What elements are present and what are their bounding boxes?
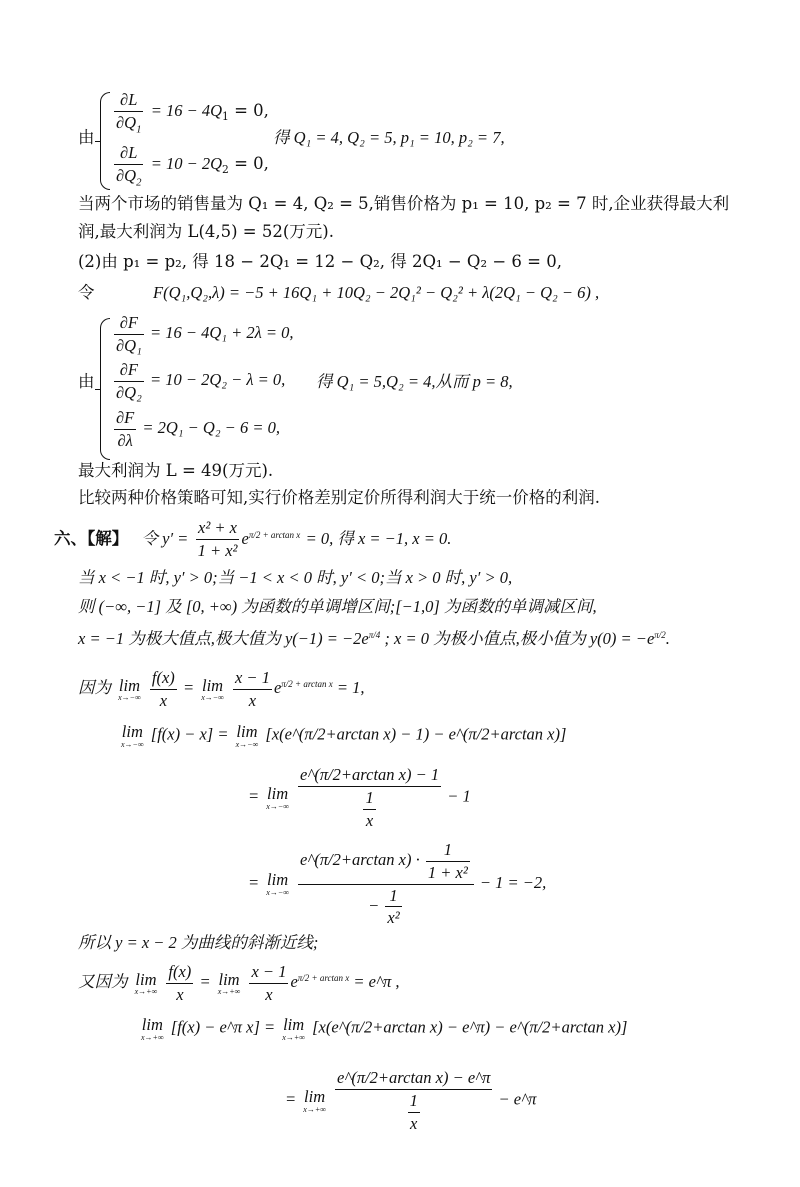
sys2-brace [100, 318, 110, 460]
para-1: 当两个市场的销售量为 Q₁ = 4, Q₂ = 5,销售价格为 p₁ = 10, p₂ = 7 时,企业获得最大利 [78, 194, 730, 213]
para-3: (2)由 p₁ = p₂, 得 18 − 2Q₁ = 12 − Q₂, 得 2Q₁ − Q₂ − 6 = 0, [78, 252, 562, 271]
sys1-you: 由 [78, 128, 95, 147]
limit-3: = lim x→−∞ $\frac{\text{e\textasciicircum{}(π/2+arctan x) − 1}}{\frac{1}{x}}$ − 1 [248, 765, 471, 830]
sys2-you: 由 [78, 372, 95, 391]
limit-2: lim x→−∞ [f(x) − x] = lim x→−∞ [x(e^(π/2+arctan x) − 1) − e^(π/2+arctan x)] [121, 722, 567, 749]
sys2-result: 得 Q₁ = 5,Q₂ = 4,从而 p = 8, [316, 372, 513, 391]
limit-4: = lim x→−∞ e^(π/2+arctan x) · $\frac{1}{\text{1 + x²}}$ − $\frac{1}{\text{x²}}$ − 1 = −2, [248, 840, 547, 928]
sys1-brace [100, 92, 110, 190]
limit-5: 又因为 lim x→+∞ $\frac{f(x)}{x}$ = lim x→+∞ $\frac{x - 1}{x}$ $e^{\pi/2 + arctan x}$ = e^π , [78, 962, 400, 1004]
limit-1: 因为 lim x→−∞ $\frac{f(x)}{x}$ = lim x→−∞ $\frac{x - 1}{x}$ $e^{\pi/2 + arctan x} = 1$, [78, 668, 365, 710]
para-5: 比较两种价格策略可知,实行价格差别定价所得利润大于统一价格的利润. [78, 488, 600, 507]
para-6: 当 x < −1 时, y′ > 0;当 −1 < x < 0 时, y′ < 0;当 x > 0 时, y′ > 0, [78, 568, 513, 587]
lagrange-function: F(Q₁,Q₂,λ) = −5 + 16Q₁ + 10Q₂ − 2Q₁² − Q₂² + λ(2Q₁ − Q₂ − 6) , [153, 283, 600, 302]
sys2-eq3: $\frac{\partial F}{\partial\lambda}$ = 2Q₁ − Q₂ − 6 = 0, [116, 408, 280, 450]
sys1-eq1: $\frac{\partial L}{\partial Q_1}$ = $16 - 4Q_1 = 0$, [116, 90, 269, 136]
para-8: x = −1 为极大值点,极大值为 $y(-1) = -2e^{\pi/4}$ ; x = 0 为极小值点,极小值为 $y(0) = -e^{\pi/2}$. [78, 629, 670, 648]
sys1-result: 得 Q₁ = 4, Q₂ = 5, p₁ = 10, p₂ = 7, [273, 128, 505, 147]
para-4: 最大利润为 L = 49(万元). [78, 461, 274, 480]
para-2: 润,最大利润为 L(4,5) = 52(万元). [78, 222, 334, 241]
para-9: 所以 y = x − 2 为曲线的斜渐近线; [78, 933, 319, 952]
section-6-line: 六、【解】 令 y′ = $\frac{\text{x² + x}}{\text{1 + x²}}$ $e^{\pi/2 + arctan x} = 0$, 得 x = −1, x = 0. [54, 518, 452, 560]
sys1-eq2: $\frac{\partial L}{\partial Q_2}$ = $10 - 2Q_2 = 0$, [116, 143, 269, 189]
para-7: 则 (−∞, −1] 及 [0, +∞) 为函数的单调增区间;[−1,0] 为函数的单调减区间, [78, 597, 597, 616]
limit-7: = lim x→+∞ $\frac{\text{e\textasciicircum{}(π/2+arctan x) − e\textasciicircum{}π}}{\frac{1}{x}}$ − e^π [285, 1068, 537, 1133]
sys2-eq1: $\frac{\partial F}{\text{∂Q₁}}$ = 16 − 4Q₁ + 2λ = 0, [116, 313, 294, 355]
section-6-label: 六、【解】 [54, 528, 129, 548]
limit-6: lim x→+∞ [f(x) − e^π x] = lim x→+∞ [x(e^(π/2+arctan x) − e^π) − e^(π/2+arctan x)] [141, 1015, 628, 1042]
sys2-eq2: $\frac{\partial F}{\text{∂Q₂}}$ = 10 − 2Q₂ − λ = 0, [116, 360, 286, 402]
ling-1: 令 [78, 283, 95, 302]
